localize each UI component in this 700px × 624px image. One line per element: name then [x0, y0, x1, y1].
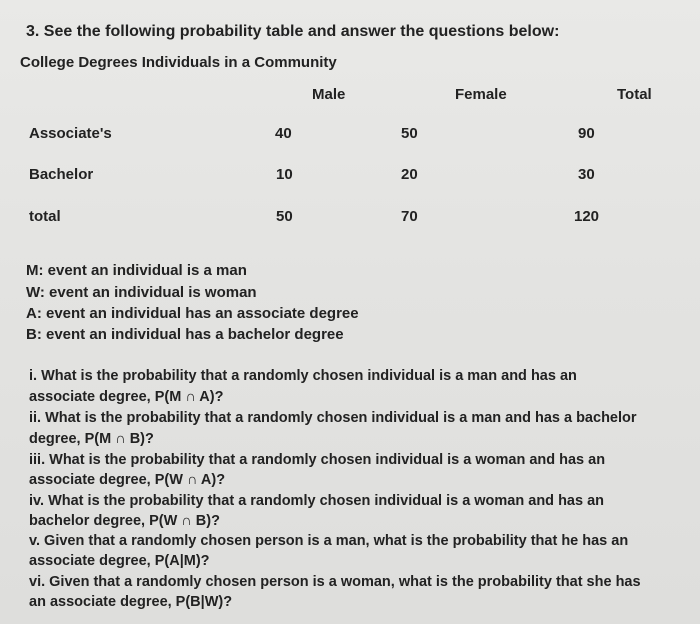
cell-total-male: 50: [276, 208, 293, 225]
row-label-associates: Associate's: [29, 125, 112, 142]
header-female: Female: [455, 86, 507, 103]
problem-title: 3. See the following probability table and answer the questions below:: [26, 23, 560, 40]
cell-associates-female: 50: [401, 125, 418, 142]
definition-b: B: event an individual has a bachelor degree: [26, 326, 344, 343]
definition-a: A: event an individual has an associate degree: [26, 305, 359, 322]
definition-w: W: event an individual is woman: [26, 284, 257, 301]
header-total: Total: [617, 86, 652, 103]
row-label-bachelor: Bachelor: [29, 166, 94, 183]
table-caption: College Degrees Individuals in a Community: [20, 54, 337, 71]
question-line: associate degree, P(W ∩ A)?: [29, 472, 226, 488]
question-line: degree, P(M ∩ B)?: [29, 431, 154, 447]
cell-associates-male: 40: [275, 125, 292, 142]
header-male: Male: [312, 86, 346, 103]
definition-m: M: event an individual is a man: [26, 262, 247, 279]
question-line: iv. What is the probability that a randomly chosen individual is a woman and has an: [29, 493, 605, 509]
question-line: ii. What is the probability that a randomly chosen individual is a man and has a bachelor: [29, 410, 637, 426]
question-line: v. Given that a randomly chosen person is a man, what is the probability that he has an: [29, 533, 629, 549]
row-label-total: total: [29, 208, 61, 225]
question-line: i. What is the probability that a randomly chosen individual is a man and has an: [29, 368, 577, 384]
question-line: an associate degree, P(B|W)?: [29, 594, 233, 610]
question-line: iii. What is the probability that a randomly chosen individual is a woman and has an: [29, 452, 606, 468]
cell-associates-total: 90: [578, 125, 595, 142]
question-line: associate degree, P(M ∩ A)?: [29, 389, 224, 405]
question-line: associate degree, P(A|M)?: [29, 553, 210, 569]
cell-bachelor-total: 30: [578, 166, 595, 183]
cell-bachelor-female: 20: [401, 166, 418, 183]
cell-total-female: 70: [401, 208, 418, 225]
question-line: vi. Given that a randomly chosen person is a woman, what is the probability that she has: [29, 574, 641, 590]
question-line: bachelor degree, P(W ∩ B)?: [29, 513, 220, 529]
cell-bachelor-male: 10: [276, 166, 293, 183]
cell-total-total: 120: [574, 208, 600, 225]
